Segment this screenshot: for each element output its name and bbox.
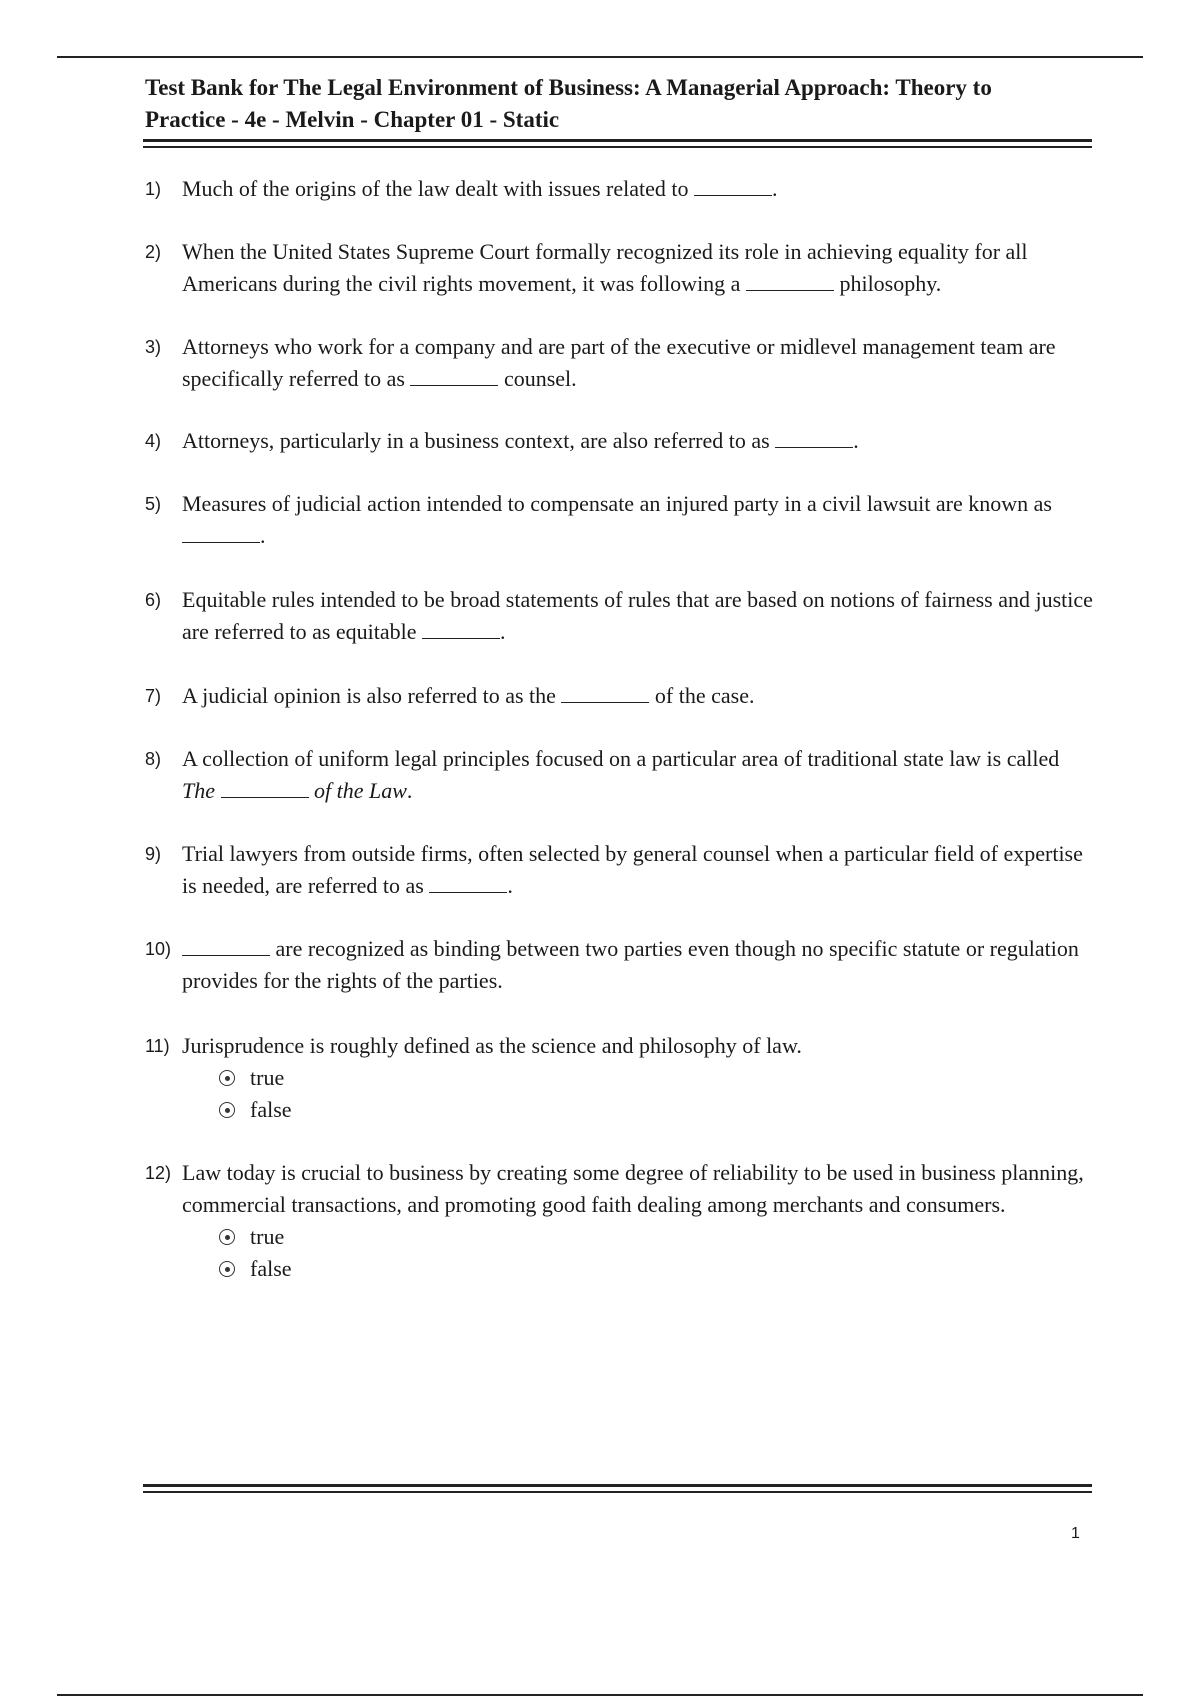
- question-number: 12): [145, 1163, 172, 1183]
- question-number: 1): [145, 179, 162, 199]
- question-text: are recognized as binding between two parties even though no specific statute or regulation provides for the rights of the parties.: [182, 936, 1079, 993]
- answer-blank[interactable]: [182, 522, 260, 543]
- question-text: When the United States Supreme Court formally recognized its role in achieving equality for all Americans during the civil rights movement, it was following a philosophy.: [182, 239, 1028, 296]
- question-number: 6): [145, 590, 162, 610]
- question-number: 2): [145, 242, 162, 262]
- question-number: 9): [145, 844, 162, 864]
- question-text: Equitable rules intended to be broad statements of rules that are based on notions of fairness and justice are referred to as equitable .: [182, 587, 1093, 644]
- question-text: Much of the origins of the law dealt with issues related to .: [182, 176, 778, 201]
- question-text: Trial lawyers from outside firms, often selected by general counsel when a particular field of expertise is needed, are referred to as .: [182, 841, 1083, 898]
- question-number: 11): [145, 1036, 170, 1056]
- radio-button-icon[interactable]: [219, 1102, 235, 1118]
- question-3: [145, 331, 1095, 395]
- option-true[interactable]: [219, 1062, 1095, 1094]
- option-label: true: [250, 1065, 285, 1090]
- question-4: [145, 425, 1095, 457]
- question-6: [145, 584, 1095, 648]
- option-false[interactable]: [219, 1253, 1095, 1285]
- question-10: [145, 933, 1095, 997]
- answer-blank[interactable]: [775, 427, 853, 448]
- title-line-1: Test Bank for The Legal Environment of Business: A Managerial Approach: Theory to: [145, 75, 992, 100]
- answer-blank[interactable]: [410, 365, 498, 386]
- radio-button-icon[interactable]: [219, 1229, 235, 1245]
- radio-button-icon[interactable]: [219, 1070, 235, 1086]
- radio-button-icon[interactable]: [219, 1261, 235, 1277]
- question-11: [145, 1030, 1095, 1126]
- title-line-2: Practice - 4e - Melvin - Chapter 01 - Static: [145, 107, 560, 132]
- question-8: [145, 743, 1095, 807]
- top-page-rule: [57, 56, 1143, 58]
- answer-blank[interactable]: [694, 175, 772, 196]
- question-text: Measures of judicial action intended to compensate an injured party in a civil lawsuit are known as .: [182, 491, 1052, 548]
- answer-blank[interactable]: [422, 618, 500, 639]
- question-number: 4): [145, 431, 162, 451]
- question-1: [145, 173, 1095, 205]
- document-title: [145, 72, 1105, 136]
- question-number: 8): [145, 749, 162, 769]
- option-label: false: [250, 1097, 292, 1122]
- answer-blank[interactable]: [221, 777, 309, 798]
- question-7: [145, 680, 1095, 712]
- question-number: 3): [145, 337, 162, 357]
- answer-blank[interactable]: [182, 935, 270, 956]
- answer-blank[interactable]: [429, 872, 507, 893]
- question-2: [145, 236, 1095, 300]
- question-5: [145, 488, 1095, 552]
- question-text: A judicial opinion is also referred to as the of the case.: [182, 683, 755, 708]
- header-double-rule: [143, 139, 1092, 148]
- option-label: true: [250, 1224, 285, 1249]
- option-label: false: [250, 1256, 292, 1281]
- page-number: 1: [1071, 1525, 1080, 1542]
- question-number: 5): [145, 494, 162, 514]
- question-number: 7): [145, 686, 162, 706]
- question-text: Jurisprudence is roughly defined as the science and philosophy of law.: [182, 1033, 802, 1058]
- bottom-page-rule: [57, 1694, 1143, 1696]
- question-9: [145, 838, 1095, 902]
- question-text: Attorneys who work for a company and are part of the executive or midlevel management team are specifically referred to as counsel.: [182, 334, 1056, 391]
- question-text: Law today is crucial to business by creating some degree of reliability to be used in business planning, commercial transactions, and promoting good faith dealing among merchants and consumers.: [182, 1160, 1084, 1217]
- answer-blank[interactable]: [746, 270, 834, 291]
- question-text: Attorneys, particularly in a business context, are also referred to as .: [182, 428, 859, 453]
- question-12: [145, 1157, 1095, 1285]
- answer-options: [219, 1221, 1095, 1285]
- option-false[interactable]: [219, 1094, 1095, 1126]
- question-number: 10): [145, 939, 172, 959]
- question-text: A collection of uniform legal principles focused on a particular area of traditional state law is called The of the Law.: [182, 746, 1060, 803]
- answer-blank[interactable]: [561, 682, 649, 703]
- footer-double-rule: [143, 1484, 1092, 1493]
- option-true[interactable]: [219, 1221, 1095, 1253]
- answer-options: [219, 1062, 1095, 1126]
